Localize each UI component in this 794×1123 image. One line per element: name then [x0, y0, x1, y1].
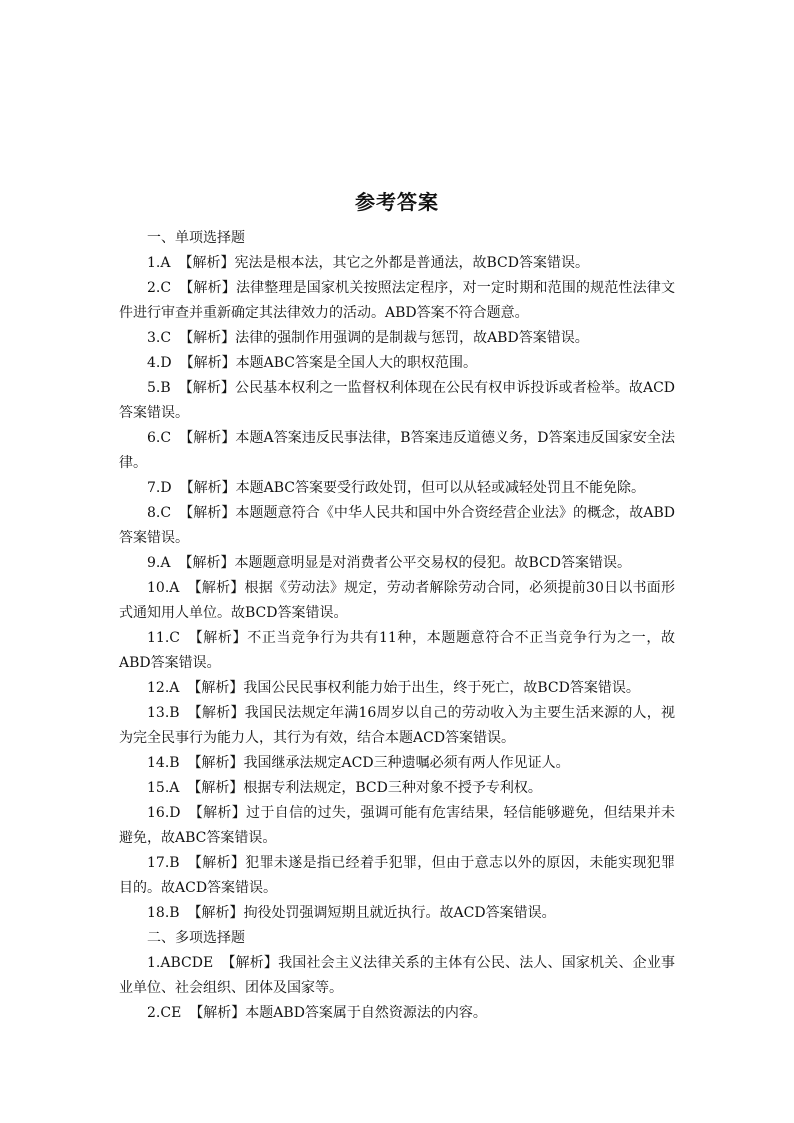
- analysis-tag: 【解析】: [187, 580, 245, 596]
- answer-number: 10.A: [147, 580, 180, 596]
- analysis-text: 法律的强制作用强调的是制裁与惩罚，故ABD答案错误。: [235, 330, 589, 346]
- analysis-text: 我国继承法规定ACD三种遗嘱必须有两人作见证人。: [243, 755, 570, 771]
- answer-number: 2.C: [147, 280, 172, 296]
- analysis-text: 我国社会主义法律关系的主体有公民、法人、国家机关、企业事业单位、社会组织、团体及国家等。: [119, 955, 676, 996]
- section-heading: 一、单项选择题: [147, 230, 245, 246]
- answer-number: 5.B: [147, 380, 171, 396]
- analysis-text: 本题题意明显是对消费者公平交易权的侵犯。故BCD答案错误。: [234, 555, 631, 571]
- analysis-tag: 【解析】: [178, 380, 235, 396]
- answer-item: [119, 351, 675, 376]
- analysis-tag: 【解析】: [179, 505, 236, 521]
- answer-number: 12.A: [147, 680, 180, 696]
- analysis-tag: 【解析】: [179, 355, 236, 371]
- analysis-text: 本题ABC答案是全国人大的职权范围。: [235, 355, 477, 371]
- answer-number: 7.D: [147, 480, 172, 496]
- answer-item: [119, 951, 675, 1001]
- answer-item: [119, 901, 675, 926]
- answer-number: 1.ABCDE: [147, 955, 214, 971]
- analysis-text: 本题题意符合《中华人民共和国中外合资经营企业法》的概念，故ABD答案错误。: [119, 505, 676, 546]
- analysis-tag: 【解析】: [188, 805, 247, 821]
- answer-number: 6.C: [147, 430, 172, 446]
- answer-number: 11.C: [147, 630, 180, 646]
- analysis-text: 本题A答案违反民事法律，B答案违反道德义务，D答案违反国家安全法律。: [119, 430, 676, 471]
- answer-item: [119, 801, 675, 851]
- answer-item: [119, 1001, 675, 1026]
- analysis-text: 我国民法规定年满16周岁以自己的劳动收入为主要生活来源的人，视为完全民事行为能力人，其行为有效，结合本题ACD答案错误。: [119, 705, 675, 746]
- analysis-text: 我国公民民事权利能力始于出生，终于死亡，故BCD答案错误。: [243, 680, 640, 696]
- answer-item: [119, 426, 675, 476]
- answer-item: [119, 751, 675, 776]
- answer-number: 2.CE: [147, 1005, 182, 1021]
- answer-item: [119, 776, 675, 801]
- answer-number: 9.A: [147, 555, 171, 571]
- analysis-tag: 【解析】: [187, 905, 244, 921]
- analysis-text: 过于自信的过失，强调可能有危害结果，轻信能够避免，但结果并未避免，故ABC答案错误。: [119, 805, 676, 846]
- analysis-tag: 【解析】: [187, 705, 245, 721]
- answer-number: 18.B: [147, 905, 180, 921]
- section-heading: 二、多项选择题: [147, 930, 245, 946]
- answer-number: 17.B: [147, 855, 180, 871]
- analysis-text: 公民基本权利之一监督权利体现在公民有权申诉投诉或者检举。故ACD答案错误。: [119, 380, 676, 421]
- answer-number: 13.B: [147, 705, 180, 721]
- answer-item: [119, 276, 675, 326]
- answer-item: [119, 326, 675, 351]
- analysis-text: 根据《劳动法》规定，劳动者解除劳动合同，必须提前30日以书面形式通知用人单位。故BCD答案错误。: [119, 580, 675, 621]
- answer-item: [119, 251, 675, 276]
- answer-number: 16.D: [147, 805, 181, 821]
- analysis-text: 犯罪未遂是指已经着手犯罪，但由于意志以外的原因，未能实现犯罪目的。故ACD答案错误。: [119, 855, 676, 896]
- analysis-tag: 【解析】: [221, 955, 279, 971]
- analysis-text: 根据专利法规定，BCD三种对象不授予专利权。: [243, 780, 542, 796]
- analysis-text: 本题ABD答案属于自然资源法的内容。: [245, 1005, 487, 1021]
- answer-number: 3.C: [147, 330, 172, 346]
- answer-item: [119, 501, 675, 551]
- analysis-text: 法律整理是国家机关按照法定程序，对一定时期和范围的规范性法律文件进行审查并重新确定其法律效力的活动。ABD答案不符合题意。: [119, 280, 676, 321]
- analysis-tag: 【解析】: [178, 555, 235, 571]
- analysis-text: 本题ABC答案要受行政处罚，但可以从轻或减轻处罚且不能免除。: [235, 480, 645, 496]
- analysis-tag: 【解析】: [187, 680, 244, 696]
- answer-number: 4.D: [147, 355, 172, 371]
- answer-item: [119, 701, 675, 751]
- analysis-tag: 【解析】: [179, 280, 236, 296]
- page-title: 参考答案: [355, 190, 439, 214]
- answer-number: 14.B: [147, 755, 180, 771]
- answer-item: [119, 626, 675, 676]
- analysis-text: 宪法是根本法，其它之外都是普通法，故BCD答案错误。: [234, 255, 589, 271]
- analysis-tag: 【解析】: [178, 255, 235, 271]
- analysis-tag: 【解析】: [179, 430, 236, 446]
- analysis-tag: 【解析】: [187, 755, 244, 771]
- analysis-text: 不正当竞争行为共有11种，本题题意符合不正当竞争行为之一，故ABD答案错误。: [119, 630, 675, 671]
- analysis-tag: 【解析】: [189, 1005, 246, 1021]
- answer-item: [119, 551, 675, 576]
- answer-number: 15.A: [147, 780, 180, 796]
- analysis-tag: 【解析】: [179, 480, 236, 496]
- analysis-text: 拘役处罚强调短期且就近执行。故ACD答案错误。: [243, 905, 556, 921]
- answer-item: [119, 376, 675, 426]
- analysis-tag: 【解析】: [187, 780, 244, 796]
- analysis-tag: 【解析】: [187, 855, 246, 871]
- answer-number: 8.C: [147, 505, 172, 521]
- answer-body: [119, 226, 675, 1026]
- analysis-tag: 【解析】: [179, 330, 236, 346]
- answer-item: [119, 576, 675, 626]
- analysis-tag: 【解析】: [187, 630, 248, 646]
- answer-number: 1.A: [147, 255, 171, 271]
- answer-item: [119, 851, 675, 901]
- answer-item: [119, 676, 675, 701]
- answer-item: [119, 476, 675, 501]
